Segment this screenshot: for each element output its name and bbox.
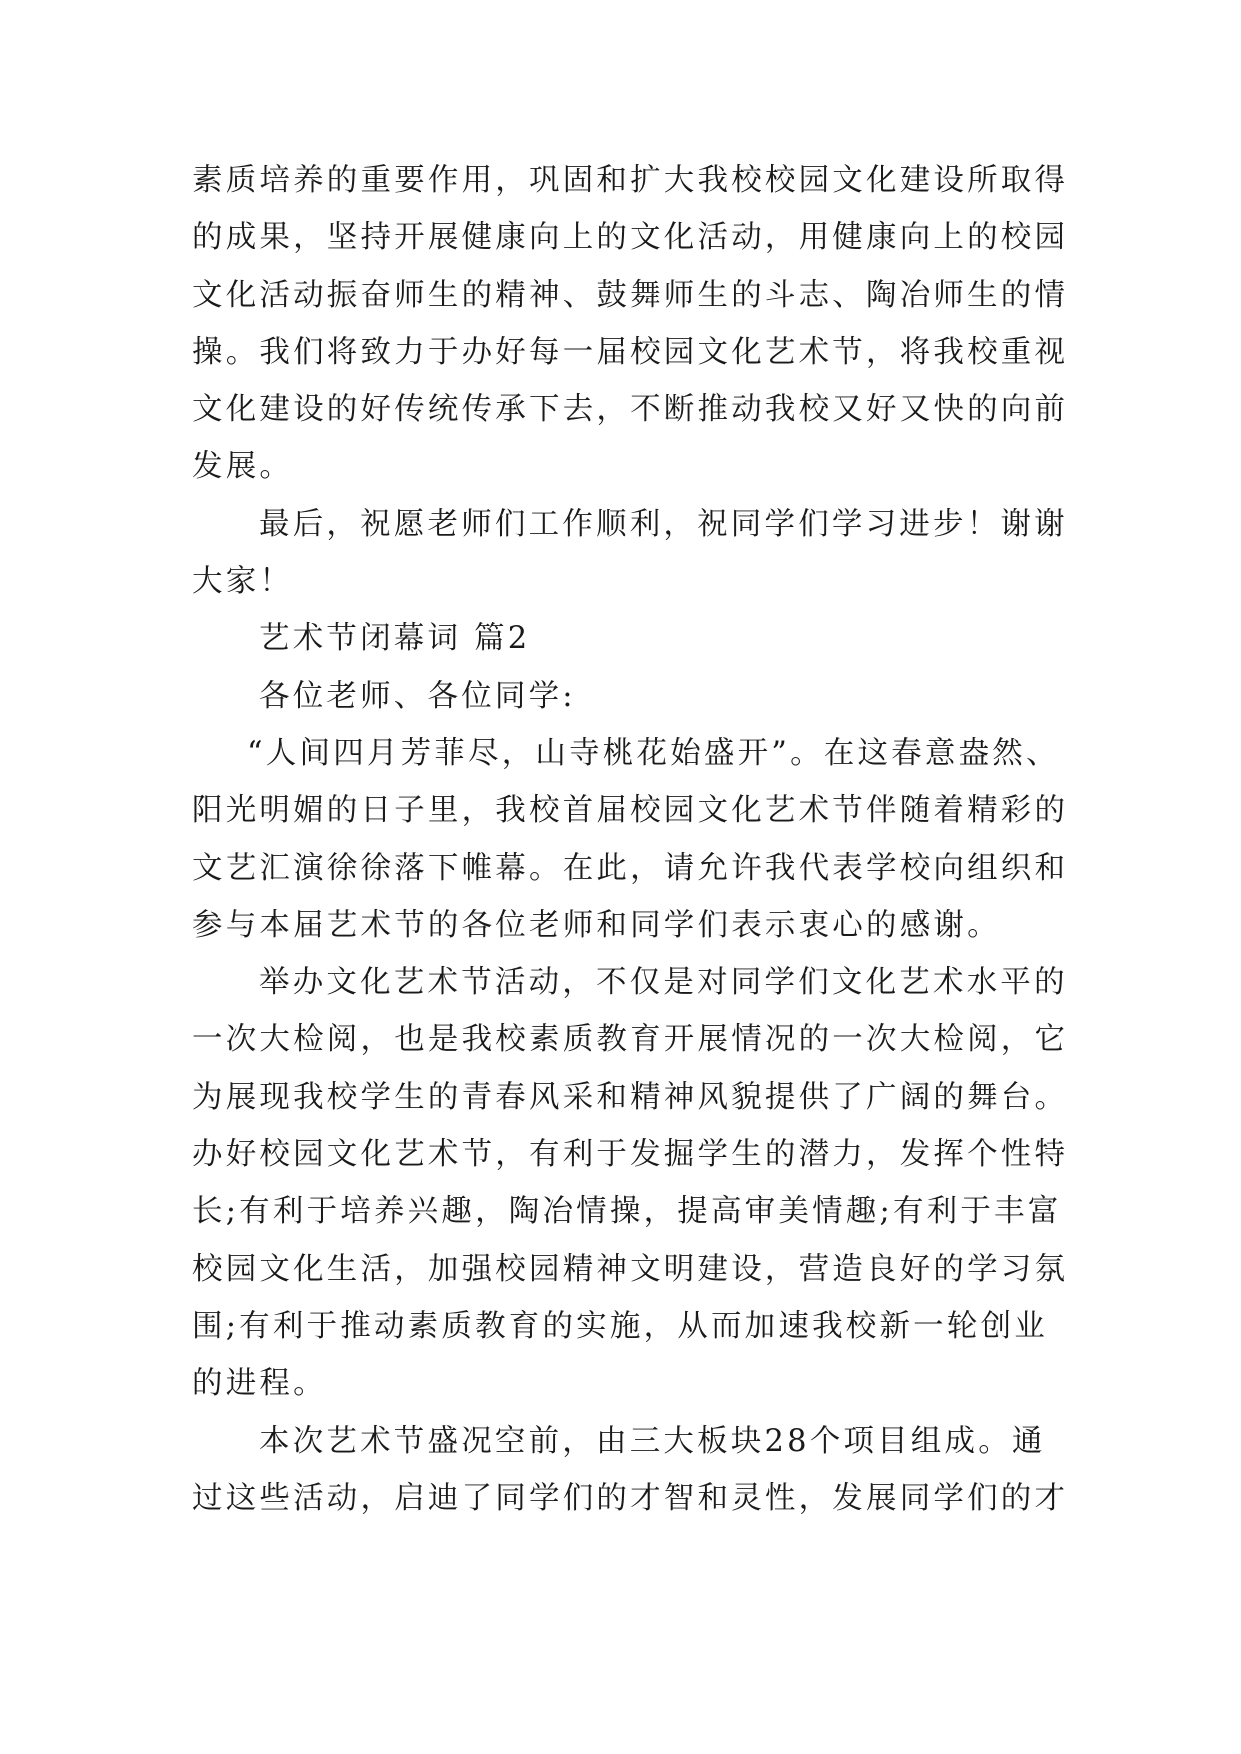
paragraph-start-line: 本次艺术节盛况空前，由三大板块28个项目组成。通	[259, 1423, 1046, 1459]
text-line: 校园文化生活，加强校园精神文明建设，营造良好的学习氛	[192, 1251, 1069, 1287]
paragraph-start-line: 举办文化艺术节活动，不仅是对同学们文化艺术水平的	[259, 965, 1068, 1001]
text-line: 办好校园文化艺术节，有利于发掘学生的潜力，发挥个性特	[192, 1137, 1069, 1173]
text-line: 阳光明媚的日子里，我校首届校园文化艺术节伴随着精彩的	[192, 793, 1069, 829]
paragraph-start-line: “人间四月芳菲尽，山寺桃花始盛开”。在这春意盎然、	[247, 735, 1060, 771]
text-line: 的成果，坚持开展健康向上的文化活动，用健康向上的校园	[192, 220, 1069, 256]
salutation: 各位老师、各位同学:	[259, 678, 576, 714]
text-line: 长;有利于培养兴趣，陶冶情操，提高审美情趣;有利于丰富	[192, 1194, 1062, 1230]
text-line: 文艺汇演徐徐落下帷幕。在此，请允许我代表学校向组织和	[192, 850, 1069, 886]
text-line: 素质培养的重要作用，巩固和扩大我校校园文化建设所取得	[192, 163, 1069, 198]
text-line: 文化建设的好传统传承下去，不断推动我校又好又快的向前	[192, 392, 1069, 428]
text-line: 大家！	[192, 564, 294, 600]
text-line: 过这些活动，启迪了同学们的才智和灵性，发展同学们的才	[192, 1480, 1069, 1516]
paragraph-start-line: 最后，祝愿老师们工作顺利，祝同学们学习进步！谢谢	[259, 506, 1068, 542]
text-line: 发展。	[192, 449, 294, 485]
text-line: 操。我们将致力于办好每一届校园文化艺术节，将我校重视	[192, 334, 1069, 370]
text-line: 一次大检阅，也是我校素质教育开展情况的一次大检阅，它	[192, 1022, 1069, 1058]
text-line: 的进程。	[192, 1366, 327, 1402]
text-line: 参与本届艺术节的各位老师和同学们表示衷心的感谢。	[192, 907, 1001, 943]
text-line: 为展现我校学生的青春风采和精神风貌提供了广阔的舞台。	[192, 1079, 1069, 1115]
document-body	[192, 152, 1069, 1527]
text-line: 围;有利于推动素质教育的实施，从而加速我校新一轮创业	[192, 1308, 1048, 1344]
section-heading: 艺术节闭幕词 篇2	[259, 621, 531, 657]
text-line: 文化活动振奋师生的精神、鼓舞师生的斗志、陶冶师生的情	[192, 277, 1069, 313]
